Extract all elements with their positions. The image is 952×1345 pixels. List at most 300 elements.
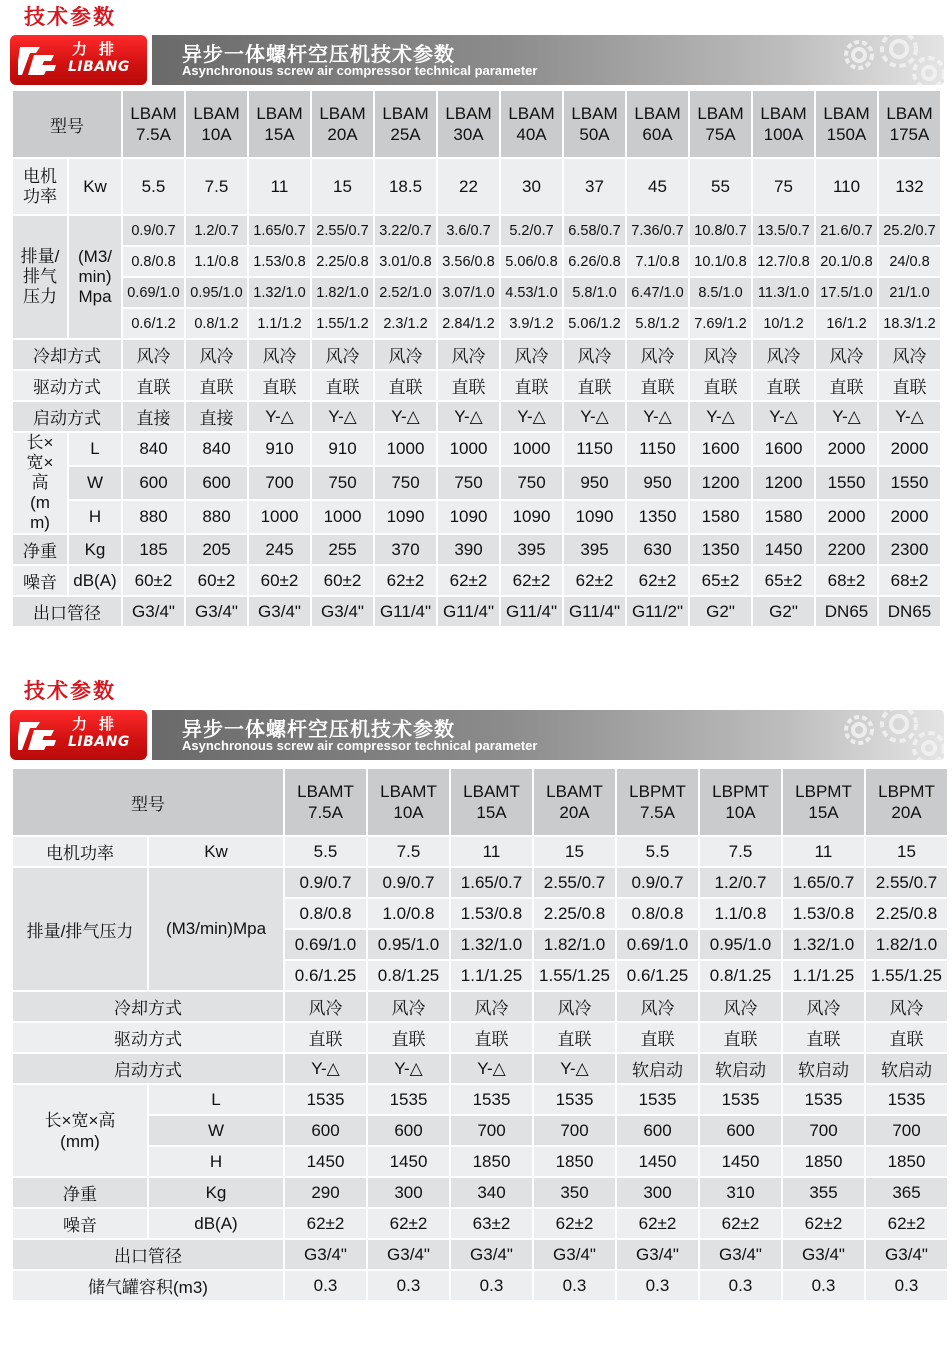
flow-cell: 1.55/1.25 (533, 960, 616, 991)
dim-l-cell: 1535 (782, 1084, 865, 1115)
outlet-cell: G3/4" (284, 1239, 367, 1270)
section-heading: 技术参数 (24, 679, 116, 703)
title-banner (10, 35, 944, 85)
flow-cell: 1.1/0.8 (185, 246, 248, 277)
model-header-cell: LBAM 100A (752, 90, 815, 158)
drive-cell: 直联 (311, 370, 374, 401)
cooling-cell: 风冷 (563, 339, 626, 370)
noise-cell: 68±2 (878, 565, 941, 596)
flow-cell: 0.6/1.25 (616, 960, 699, 991)
flow-cell: 1.53/0.8 (782, 898, 865, 929)
noise-cell: 62±2 (437, 565, 500, 596)
dim-l-cell: 840 (185, 432, 248, 466)
noise-cell: 62±2 (626, 565, 689, 596)
flow-unit-text: (M3/min)Mpa (78, 247, 112, 306)
flow-cell: 0.95/1.0 (699, 929, 782, 960)
dim-w-cell: 700 (865, 1115, 948, 1146)
model-header-cell: LBPMT 15A (782, 768, 865, 836)
flow-cell: 16/1.2 (815, 308, 878, 339)
cooling-cell: 风冷 (815, 339, 878, 370)
cooling-cell: 风冷 (865, 991, 948, 1022)
dim-w-cell: 1200 (689, 466, 752, 500)
dim-h-cell: 1090 (563, 500, 626, 534)
model-header-cell: LBAM 10A (185, 90, 248, 158)
model-header-cell: LBAM 30A (437, 90, 500, 158)
dim-h-cell: 1580 (689, 500, 752, 534)
start-cell: Y-△ (450, 1053, 533, 1084)
start-cell: Y-△ (248, 401, 311, 432)
flow-cell: 2.55/0.7 (533, 867, 616, 898)
flow-cell: 10.8/0.7 (689, 215, 752, 246)
flow-label: 排量/排气压力 (12, 867, 148, 991)
weight-cell: 185 (122, 534, 185, 565)
weight-cell: 395 (563, 534, 626, 565)
dim-l-label: L (68, 432, 122, 466)
outlet-label: 出口管径 (12, 596, 122, 627)
model-header-cell: LBAM 40A (500, 90, 563, 158)
weight-cell: 245 (248, 534, 311, 565)
weight-cell: 1350 (689, 534, 752, 565)
dim-l-cell: 1150 (626, 432, 689, 466)
flow-cell: 5.2/0.7 (500, 215, 563, 246)
cooling-cell: 风冷 (533, 991, 616, 1022)
dim-l-cell: 1150 (563, 432, 626, 466)
cooling-cell: 风冷 (500, 339, 563, 370)
model-header-cell: LBAM 50A (563, 90, 626, 158)
outlet-cell: G11/4" (563, 596, 626, 627)
weight-cell: 365 (865, 1177, 948, 1208)
power-cell: 55 (689, 158, 752, 215)
power-cell: 7.5 (185, 158, 248, 215)
dim-l-cell: 1000 (500, 432, 563, 466)
noise-cell: 62±2 (533, 1208, 616, 1239)
flow-cell: 5.06/1.2 (563, 308, 626, 339)
dim-h-cell: 880 (122, 500, 185, 534)
outlet-cell: G11/2" (626, 596, 689, 627)
dim-h-cell: 1450 (367, 1146, 450, 1177)
noise-cell: 68±2 (815, 565, 878, 596)
cooling-label: 冷却方式 (12, 339, 122, 370)
banner-bar (152, 710, 944, 760)
noise-cell: 63±2 (450, 1208, 533, 1239)
flow-cell: 1.1/1.25 (450, 960, 533, 991)
model-header-cell: LBAM 150A (815, 90, 878, 158)
power-cell: 22 (437, 158, 500, 215)
power-cell: 5.5 (122, 158, 185, 215)
flow-cell: 0.6/1.2 (122, 308, 185, 339)
model-header-cell: LBAM 20A (311, 90, 374, 158)
cooling-cell: 风冷 (311, 339, 374, 370)
dim-h-cell: 2000 (815, 500, 878, 534)
model-header-cell: LBAM 15A (248, 90, 311, 158)
drive-cell: 直联 (185, 370, 248, 401)
model-header-cell: LBPMT 10A (699, 768, 782, 836)
outlet-cell: DN65 (815, 596, 878, 627)
brand-logo (10, 710, 147, 760)
section-heading: 技术参数 (24, 5, 116, 29)
noise-cell: 62±2 (616, 1208, 699, 1239)
brand-logo (10, 35, 147, 85)
flow-cell: 3.6/0.7 (437, 215, 500, 246)
banner-bar (152, 35, 944, 85)
model-header-cell: LBAM 25A (374, 90, 437, 158)
cooling-cell: 风冷 (367, 991, 450, 1022)
outlet-cell: G3/4" (450, 1239, 533, 1270)
dim-l-cell: 1600 (689, 432, 752, 466)
weight-cell: 300 (616, 1177, 699, 1208)
weight-cell: 300 (367, 1177, 450, 1208)
flow-cell: 1.53/0.8 (450, 898, 533, 929)
weight-cell: 255 (311, 534, 374, 565)
flow-cell: 5.06/0.8 (500, 246, 563, 277)
model-label: 型号 (12, 90, 122, 158)
model-header-cell: LBPMT 20A (865, 768, 948, 836)
flow-cell: 1.65/0.7 (450, 867, 533, 898)
spec-table-lbamt-lbpmt (11, 767, 949, 1302)
dim-w-cell: 600 (699, 1115, 782, 1146)
dim-w-cell: 1550 (878, 466, 941, 500)
flow-cell: 5.8/1.2 (626, 308, 689, 339)
flow-cell: 0.6/1.25 (284, 960, 367, 991)
flow-cell: 2.55/0.7 (311, 215, 374, 246)
weight-cell: 310 (699, 1177, 782, 1208)
flow-cell: 0.9/0.7 (284, 867, 367, 898)
model-label: 型号 (12, 768, 284, 836)
flow-cell: 24/0.8 (878, 246, 941, 277)
start-cell: Y-△ (367, 1053, 450, 1084)
dim-h-cell: 1580 (752, 500, 815, 534)
dim-w-cell: 600 (122, 466, 185, 500)
flow-cell: 3.07/1.0 (437, 277, 500, 308)
flow-cell: 0.8/1.2 (185, 308, 248, 339)
flow-cell: 2.25/0.8 (533, 898, 616, 929)
flow-cell: 0.95/1.0 (185, 277, 248, 308)
dim-h-cell: 1850 (450, 1146, 533, 1177)
flow-cell: 2.25/0.8 (865, 898, 948, 929)
start-cell: 软启动 (865, 1053, 948, 1084)
dim-l-cell: 1600 (752, 432, 815, 466)
brand-mark-icon (18, 41, 58, 79)
outlet-cell: G3/4" (367, 1239, 450, 1270)
noise-unit: dB(A) (68, 565, 122, 596)
dim-h-cell: 1090 (500, 500, 563, 534)
flow-cell: 21/1.0 (878, 277, 941, 308)
banner-title-en: Asynchronous screw air compressor technical parameter (182, 63, 538, 78)
flow-cell: 6.26/0.8 (563, 246, 626, 277)
cooling-cell: 风冷 (878, 339, 941, 370)
dim-w-cell: 700 (248, 466, 311, 500)
dim-l-cell: 1000 (437, 432, 500, 466)
power-label: 电机功率 (12, 836, 148, 867)
power-cell: 110 (815, 158, 878, 215)
cooling-cell: 风冷 (699, 991, 782, 1022)
flow-cell: 5.8/1.0 (563, 277, 626, 308)
tank-cell: 0.3 (284, 1270, 367, 1301)
power-cell: 15 (533, 836, 616, 867)
noise-cell: 65±2 (752, 565, 815, 596)
outlet-cell: G3/4" (782, 1239, 865, 1270)
flow-cell: 0.69/1.0 (616, 929, 699, 960)
power-unit: Kw (68, 158, 122, 215)
flow-cell: 6.58/0.7 (563, 215, 626, 246)
start-cell: Y-△ (689, 401, 752, 432)
dim-h-cell: 1090 (374, 500, 437, 534)
start-cell: Y-△ (437, 401, 500, 432)
dim-w-cell: 1550 (815, 466, 878, 500)
start-cell: Y-△ (284, 1053, 367, 1084)
dim-h-cell: 1000 (248, 500, 311, 534)
flow-cell: 1.65/0.7 (248, 215, 311, 246)
outlet-cell: DN65 (878, 596, 941, 627)
flow-cell: 7.36/0.7 (626, 215, 689, 246)
dims-unit-text: (mm) (60, 1131, 100, 1151)
cooling-cell: 风冷 (616, 991, 699, 1022)
tank-label: 储气罐容积(m3) (12, 1270, 284, 1301)
cooling-cell: 风冷 (374, 339, 437, 370)
cooling-cell: 风冷 (626, 339, 689, 370)
dim-h-cell: 1850 (782, 1146, 865, 1177)
outlet-cell: G11/4" (500, 596, 563, 627)
tank-cell: 0.3 (450, 1270, 533, 1301)
power-label (12, 158, 68, 215)
start-cell: Y-△ (752, 401, 815, 432)
weight-cell: 350 (533, 1177, 616, 1208)
dim-w-cell: 600 (367, 1115, 450, 1146)
flow-cell: 18.3/1.2 (878, 308, 941, 339)
drive-cell: 直联 (878, 370, 941, 401)
banner-title-cn: 异步一体螺杆空压机技术参数 (182, 42, 455, 66)
flow-cell: 20.1/0.8 (815, 246, 878, 277)
dim-w-label: W (148, 1115, 284, 1146)
drive-label: 驱动方式 (12, 370, 122, 401)
drive-cell: 直联 (367, 1022, 450, 1053)
flow-cell: 2.52/1.0 (374, 277, 437, 308)
start-cell: Y-△ (533, 1053, 616, 1084)
title-banner (10, 710, 944, 760)
dim-l-cell: 1000 (374, 432, 437, 466)
tank-cell: 0.3 (616, 1270, 699, 1301)
flow-cell: 1.1/0.8 (699, 898, 782, 929)
tank-cell: 0.3 (865, 1270, 948, 1301)
cooling-label: 冷却方式 (12, 991, 284, 1022)
power-cell: 11 (450, 836, 533, 867)
drive-cell: 直联 (248, 370, 311, 401)
outlet-cell: G3/4" (533, 1239, 616, 1270)
start-cell: 软启动 (699, 1053, 782, 1084)
noise-cell: 60±2 (122, 565, 185, 596)
flow-cell: 1.32/1.0 (248, 277, 311, 308)
flow-cell: 10/1.2 (752, 308, 815, 339)
start-cell: Y-△ (311, 401, 374, 432)
noise-cell: 60±2 (311, 565, 374, 596)
dim-w-cell: 750 (500, 466, 563, 500)
power-cell: 132 (878, 158, 941, 215)
gears-icon (834, 35, 944, 85)
outlet-cell: G3/4" (185, 596, 248, 627)
dim-h-cell: 1850 (533, 1146, 616, 1177)
start-cell: Y-△ (626, 401, 689, 432)
dim-l-cell: 1535 (450, 1084, 533, 1115)
weight-label: 净重 (12, 534, 68, 565)
dim-l-cell: 1535 (367, 1084, 450, 1115)
dim-w-cell: 1200 (752, 466, 815, 500)
flow-cell: 7.1/0.8 (626, 246, 689, 277)
flow-cell: 25.2/0.7 (878, 215, 941, 246)
flow-unit (68, 215, 122, 339)
start-cell: Y-△ (563, 401, 626, 432)
outlet-cell: G11/4" (374, 596, 437, 627)
dim-h-cell: 1000 (311, 500, 374, 534)
power-cell: 37 (563, 158, 626, 215)
dim-l-cell: 840 (122, 432, 185, 466)
start-cell: 软启动 (616, 1053, 699, 1084)
outlet-cell: G3/4" (122, 596, 185, 627)
drive-cell: 直联 (626, 370, 689, 401)
power-cell: 7.5 (699, 836, 782, 867)
tank-cell: 0.3 (699, 1270, 782, 1301)
dim-w-cell: 750 (437, 466, 500, 500)
dim-h-cell: 1850 (865, 1146, 948, 1177)
flow-cell: 1.32/1.0 (782, 929, 865, 960)
power-cell: 45 (626, 158, 689, 215)
dim-l-cell: 910 (248, 432, 311, 466)
noise-cell: 60±2 (185, 565, 248, 596)
dim-h-cell: 880 (185, 500, 248, 534)
weight-cell: 390 (437, 534, 500, 565)
drive-cell: 直联 (122, 370, 185, 401)
flow-label (12, 215, 68, 339)
weight-cell: 2200 (815, 534, 878, 565)
flow-cell: 3.22/0.7 (374, 215, 437, 246)
power-cell: 15 (865, 836, 948, 867)
start-cell: 直接 (122, 401, 185, 432)
cooling-cell: 风冷 (450, 991, 533, 1022)
noise-cell: 62±2 (374, 565, 437, 596)
start-label: 启动方式 (12, 401, 122, 432)
cooling-cell: 风冷 (122, 339, 185, 370)
dims-label-text: 长×宽×高 (44, 1110, 116, 1130)
flow-cell: 1.82/1.0 (865, 929, 948, 960)
noise-cell: 60±2 (248, 565, 311, 596)
flow-cell: 1.2/0.7 (699, 867, 782, 898)
flow-cell: 0.95/1.0 (367, 929, 450, 960)
outlet-cell: G3/4" (699, 1239, 782, 1270)
model-header-cell: LBAM 7.5A (122, 90, 185, 158)
model-header-cell: LBAMT 20A (533, 768, 616, 836)
cooling-cell: 风冷 (782, 991, 865, 1022)
start-cell: Y-△ (815, 401, 878, 432)
weight-cell: 205 (185, 534, 248, 565)
drive-cell: 直联 (563, 370, 626, 401)
dim-w-cell: 700 (782, 1115, 865, 1146)
flow-cell: 0.8/1.25 (367, 960, 450, 991)
cooling-cell: 风冷 (248, 339, 311, 370)
weight-unit: Kg (68, 534, 122, 565)
outlet-cell: G2" (752, 596, 815, 627)
flow-cell: 17.5/1.0 (815, 277, 878, 308)
flow-cell: 1.55/1.2 (311, 308, 374, 339)
flow-cell: 1.32/1.0 (450, 929, 533, 960)
drive-cell: 直联 (284, 1022, 367, 1053)
flow-cell: 1.82/1.0 (533, 929, 616, 960)
weight-cell: 290 (284, 1177, 367, 1208)
weight-cell: 355 (782, 1177, 865, 1208)
dim-l-label: L (148, 1084, 284, 1115)
weight-label: 净重 (12, 1177, 148, 1208)
power-unit: Kw (148, 836, 284, 867)
model-header-cell: LBAMT 10A (367, 768, 450, 836)
dim-l-cell: 1535 (865, 1084, 948, 1115)
weight-cell: 395 (500, 534, 563, 565)
noise-cell: 62±2 (563, 565, 626, 596)
dim-w-cell: 750 (374, 466, 437, 500)
flow-cell: 0.8/1.25 (699, 960, 782, 991)
brand-mark-icon (18, 716, 58, 754)
weight-cell: 630 (626, 534, 689, 565)
flow-cell: 1.55/1.25 (865, 960, 948, 991)
noise-cell: 62±2 (782, 1208, 865, 1239)
flow-cell: 1.53/0.8 (248, 246, 311, 277)
model-header-cell: LBPMT 7.5A (616, 768, 699, 836)
flow-cell: 13.5/0.7 (752, 215, 815, 246)
brand-name-cn: 力排 (72, 40, 127, 58)
cooling-cell: 风冷 (689, 339, 752, 370)
outlet-cell: G3/4" (248, 596, 311, 627)
power-cell: 30 (500, 158, 563, 215)
flow-cell: 10.1/0.8 (689, 246, 752, 277)
noise-cell: 62±2 (699, 1208, 782, 1239)
power-cell: 15 (311, 158, 374, 215)
dim-h-label: H (68, 500, 122, 534)
model-header-cell: LBAM 175A (878, 90, 941, 158)
dim-w-cell: 600 (185, 466, 248, 500)
dim-w-cell: 700 (533, 1115, 616, 1146)
power-cell: 5.5 (616, 836, 699, 867)
start-label: 启动方式 (12, 1053, 284, 1084)
power-cell: 11 (248, 158, 311, 215)
dims-label (12, 432, 68, 534)
dim-h-cell: 2000 (878, 500, 941, 534)
cooling-cell: 风冷 (752, 339, 815, 370)
dim-w-cell: 600 (616, 1115, 699, 1146)
flow-cell: 0.69/1.0 (122, 277, 185, 308)
power-label-text: 电机功率 (23, 166, 57, 206)
outlet-label: 出口管径 (12, 1239, 284, 1270)
dim-l-cell: 1535 (616, 1084, 699, 1115)
weight-cell: 2300 (878, 534, 941, 565)
flow-cell: 2.3/1.2 (374, 308, 437, 339)
dim-w-cell: 700 (450, 1115, 533, 1146)
flow-cell: 11.3/1.0 (752, 277, 815, 308)
weight-cell: 370 (374, 534, 437, 565)
flow-cell: 2.55/0.7 (865, 867, 948, 898)
flow-cell: 2.25/0.8 (311, 246, 374, 277)
brand-name-en: LIBANG (68, 734, 130, 750)
flow-cell: 1.65/0.7 (782, 867, 865, 898)
banner-title-en: Asynchronous screw air compressor technical parameter (182, 738, 538, 753)
dims-label (12, 1084, 148, 1177)
dims-label-text: 长×宽×高(mm) (26, 433, 54, 532)
flow-cell: 6.47/1.0 (626, 277, 689, 308)
drive-cell: 直联 (616, 1022, 699, 1053)
drive-cell: 直联 (815, 370, 878, 401)
drive-cell: 直联 (752, 370, 815, 401)
weight-cell: 340 (450, 1177, 533, 1208)
dim-l-cell: 2000 (878, 432, 941, 466)
power-cell: 7.5 (367, 836, 450, 867)
noise-unit: dB(A) (148, 1208, 284, 1239)
flow-cell: 0.8/0.8 (122, 246, 185, 277)
